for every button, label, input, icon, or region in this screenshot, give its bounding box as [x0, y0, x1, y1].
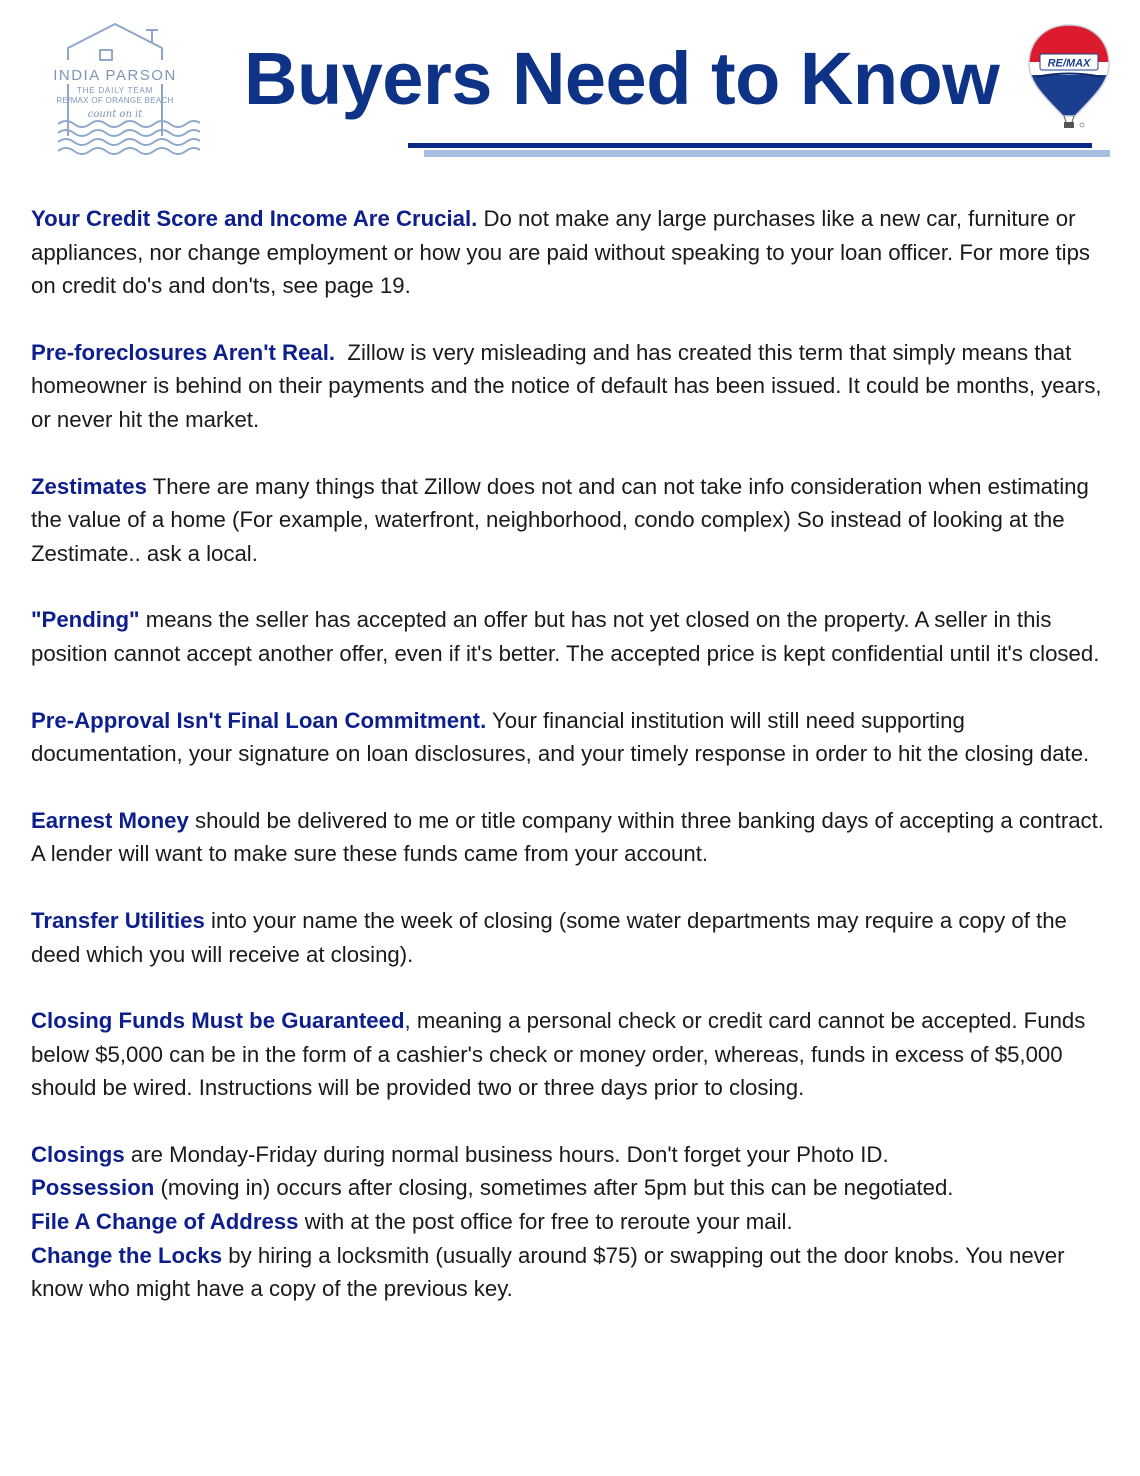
tip-paragraph: [31, 1239, 1116, 1306]
logo-office-name: RE/MAX OF ORANGE BEACH: [56, 96, 174, 105]
tip-body: There are many things that Zillow does not and can not take info consideration when estimating the value of a home (For example, waterfront, neighborhood, condo complex) So instead of looking at the Zestimate.. ask a local.: [31, 473, 1089, 566]
logo-agent-name: INDIA PARSON: [53, 67, 177, 84]
closing-tips-group: [31, 1138, 1116, 1306]
tip-paragraph: [31, 804, 1116, 871]
tip-body: meaning a personal check or credit card cannot be accepted. Funds below $5,000 can be in the form of a cashier's check or money order, whereas, funds in excess of $5,000 should be wired. Instructions will be provided two or three days prior to closing.: [31, 1008, 1086, 1101]
logo-team-name: THE DAILY TEAM: [76, 86, 154, 95]
tip-heading: Your Credit Score and Income Are Crucial.: [31, 206, 478, 231]
tip-body: are Monday-Friday during normal business hours. Don't forget your Photo ID.: [124, 1141, 889, 1167]
tip-heading: Closing Funds Must be Guaranteed: [31, 1008, 405, 1034]
tip-body: Do not make any large purchases like a new car, furniture or appliances, nor change employment or how you are paid without speaking to your loan officer. For more tips on credit do's and don'ts, see page 19.: [31, 206, 1091, 299]
tip-paragraph: [31, 1171, 1116, 1205]
tip-paragraph: [31, 202, 1116, 303]
title-underline-light: [424, 150, 1110, 157]
tip-heading: Closings: [31, 1141, 125, 1167]
tip-heading: Possession: [31, 1175, 155, 1201]
agent-logo: [30, 20, 200, 155]
tip-heading: Earnest Money: [31, 807, 189, 833]
tip-heading: Change the Locks: [31, 1242, 223, 1268]
tip-paragraph: [31, 336, 1116, 437]
tip-paragraph: [31, 704, 1116, 771]
tip-paragraph: [31, 470, 1116, 571]
tip-heading: Zestimates: [31, 473, 147, 499]
tip-heading: Pre-foreclosures Aren't Real.: [31, 339, 336, 365]
tip-body: Zillow is very misleading and has created this term that simply means that homeowner is behind on their payments and the notice of default has been issued. It could be months, years, or never hit the market.: [31, 339, 1108, 432]
tip-body: into your name the week of closing (some water departments may require a copy of the deed which you will receive at closing).: [31, 907, 1067, 967]
tip-body: should be delivered to me or title company within three banking days of accepting a contract. A lender will want to make sure these funds came from your account.: [31, 807, 1104, 867]
tip-paragraph: [31, 904, 1116, 971]
title-underline-dark: [408, 143, 1092, 148]
tip-heading: "Pending": [31, 607, 140, 633]
tip-paragraph: [31, 1004, 1116, 1105]
page-header: [0, 0, 1140, 170]
tip-heading: Pre-Approval Isn't Final Loan Commitment.: [31, 707, 487, 733]
tip-paragraph: [31, 1205, 1116, 1239]
tip-paragraph: [31, 1138, 1116, 1172]
tip-paragraph: [31, 603, 1116, 670]
logo-tagline: count on it: [87, 109, 143, 120]
tip-heading: Transfer Utilities: [31, 907, 205, 933]
tip-body: Your financial institution will still need supporting documentation, your signature on loan disclosures, and your timely response in order to hit the closing date.: [31, 707, 1090, 767]
brand-badge-text: RE/MAX: [1047, 57, 1091, 70]
tip-body: (moving in) occurs after closing, sometimes after 5pm but this can be negotiated.: [154, 1175, 954, 1201]
tip-body: means the seller has accepted an offer but has not yet closed on the property. A seller in this position cannot accept another offer, even if it's better. The accepted price is kept confidential until it's closed.: [31, 607, 1100, 666]
tips-content: [31, 202, 1116, 1306]
remax-balloon-icon: [1026, 22, 1112, 132]
tip-heading-comma: ,: [404, 1008, 411, 1034]
page-title: Buyers Need to Know: [244, 37, 1000, 120]
tip-heading: File A Change of Address: [31, 1209, 299, 1235]
tip-body: with at the post office for free to reroute your mail.: [298, 1209, 793, 1235]
tip-body: by hiring a locksmith (usually around $75) or swapping out the door knobs. You never know who might have a copy of the previous key.: [31, 1242, 1065, 1302]
